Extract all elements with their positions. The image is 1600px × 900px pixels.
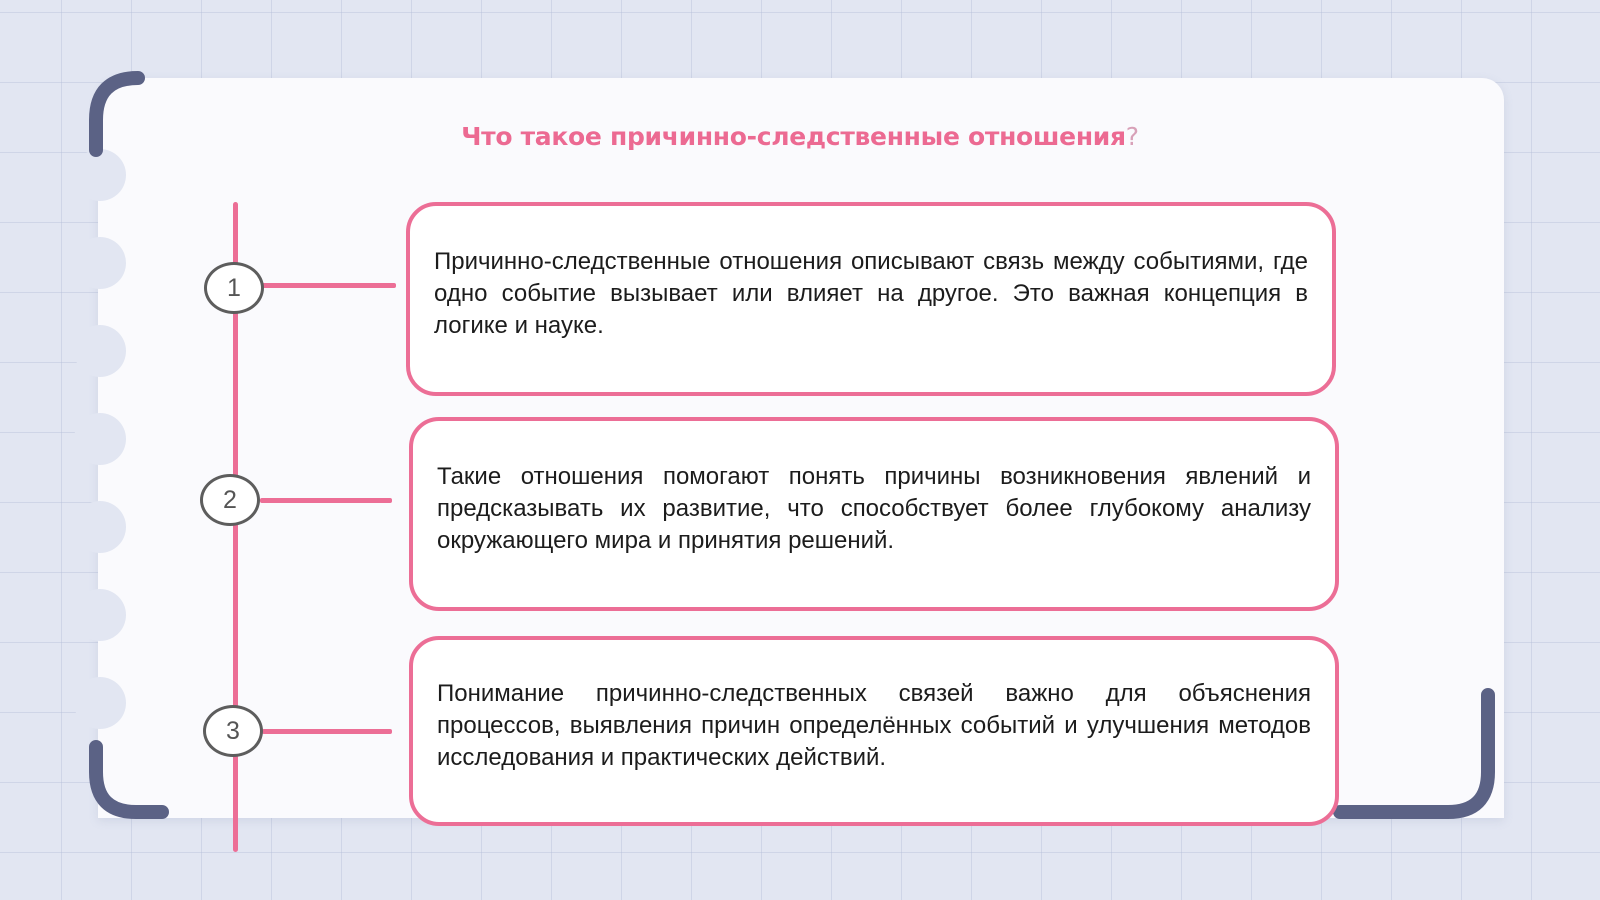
info-text-1: Причинно-следственные отношения описывают связь между событиями, где одно событие вызывает или влияет на другое. Это важная концепция в логике и науке. bbox=[434, 248, 1308, 339]
connector-1 bbox=[262, 283, 396, 288]
info-box-1 bbox=[406, 202, 1336, 396]
connector-2 bbox=[260, 498, 392, 503]
slide-title-text: Что такое причинно-следственные отношения bbox=[461, 122, 1126, 151]
info-text-3: Понимание причинно-следственных связей важно для объяснения процессов, выявления причин определённых событий и улучшения методов исследования и практических действий. bbox=[437, 680, 1311, 771]
slide-title bbox=[0, 122, 1600, 151]
step-number-2: 2 bbox=[200, 474, 260, 526]
connector-3 bbox=[262, 729, 392, 734]
step-number-1: 1 bbox=[204, 262, 264, 314]
info-text-2: Такие отношения помогают понять причины возникновения явлений и предсказывать их развитие, что способствует более глубокому анализу окружающего мира и принятия решений. bbox=[437, 463, 1311, 554]
slide-title-question-mark: ? bbox=[1125, 122, 1139, 151]
info-box-3 bbox=[409, 636, 1339, 826]
info-box-2 bbox=[409, 417, 1339, 611]
step-number-3: 3 bbox=[203, 705, 263, 757]
